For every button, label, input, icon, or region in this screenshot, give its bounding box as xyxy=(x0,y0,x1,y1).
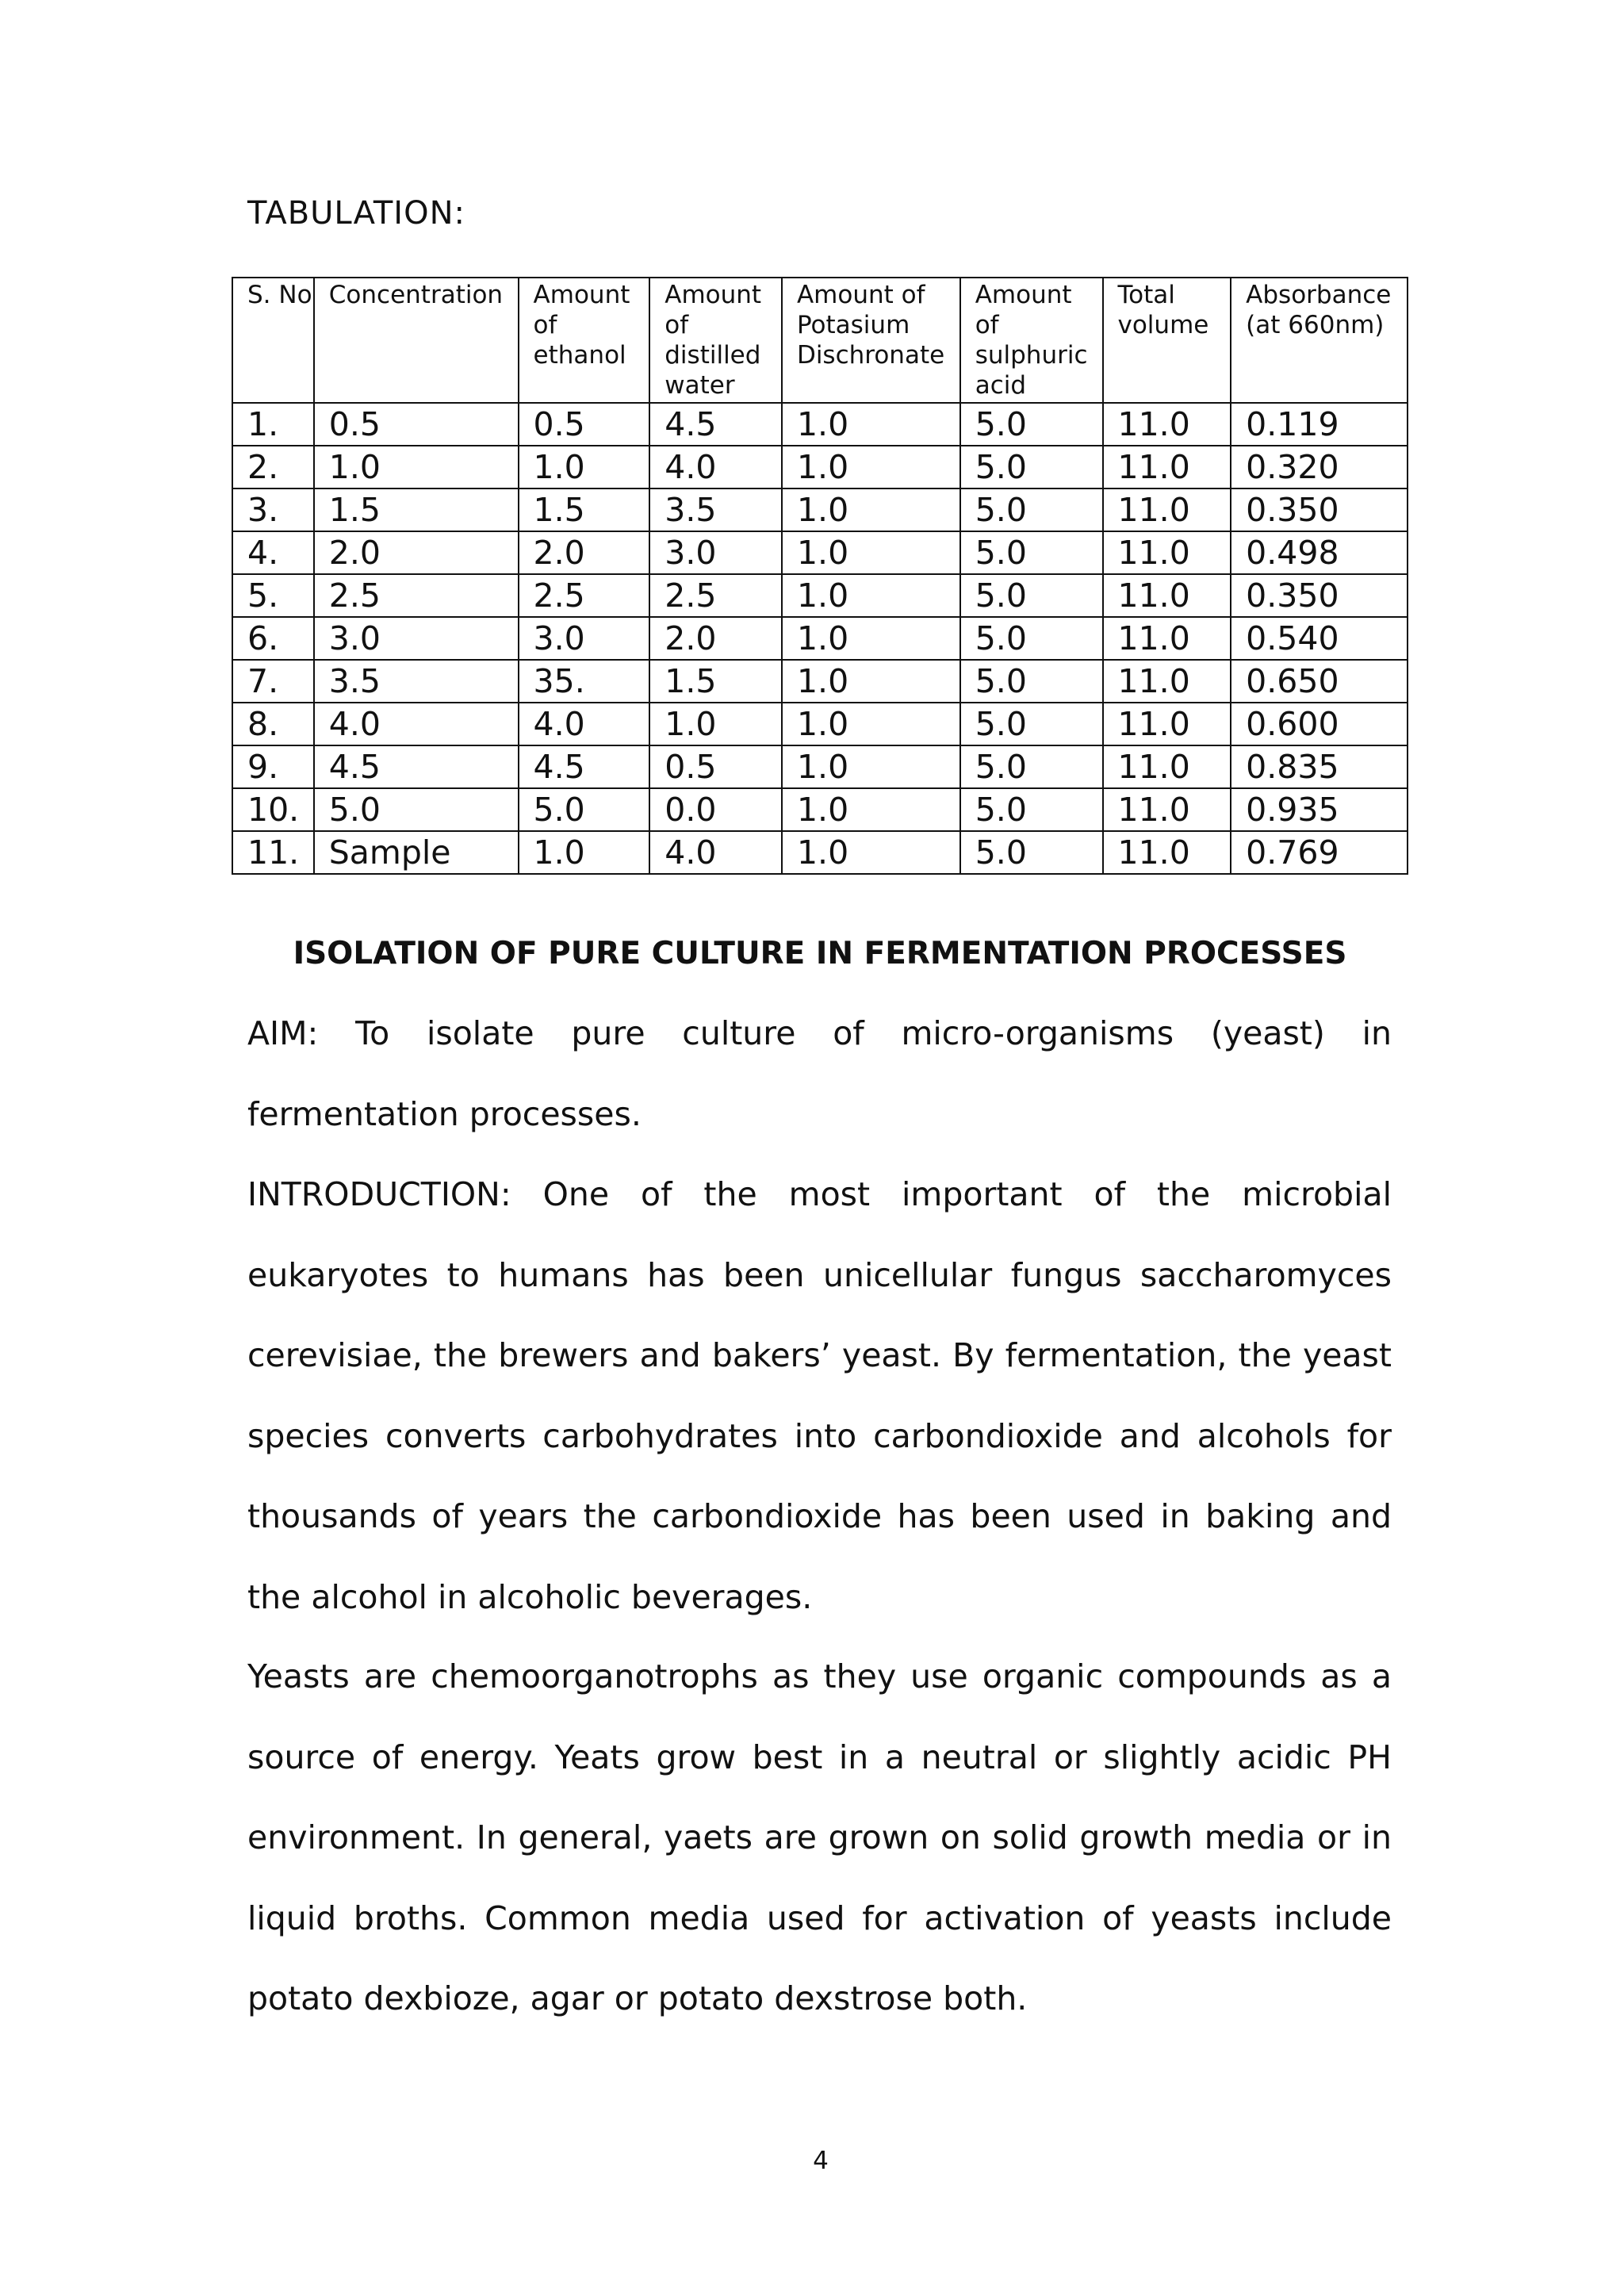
table-cell: 5.0 xyxy=(960,489,1103,531)
table-row xyxy=(232,489,1408,531)
header-potassium-dichromate: Amount of Potasium Dischronate xyxy=(782,278,960,403)
table-cell: 0.835 xyxy=(1231,745,1408,788)
table-cell: 5.0 xyxy=(314,788,519,831)
table-row xyxy=(232,446,1408,489)
table-cell: 2. xyxy=(232,446,314,489)
table-cell: 3.5 xyxy=(314,660,519,703)
table-cell: 0.5 xyxy=(519,403,650,446)
table-cell: 4.0 xyxy=(314,703,519,745)
table-cell: 0.498 xyxy=(1231,531,1408,574)
table-cell: 1.0 xyxy=(782,446,960,489)
table-cell: 1.0 xyxy=(782,574,960,617)
table-cell: 11.0 xyxy=(1103,489,1231,531)
table-cell: 7. xyxy=(232,660,314,703)
table-cell: 5.0 xyxy=(960,403,1103,446)
table-cell: 1.0 xyxy=(782,831,960,874)
table-cell: 4.5 xyxy=(314,745,519,788)
table-cell: 1.0 xyxy=(519,831,650,874)
header-absorbance: Absorbance (at 660nm) xyxy=(1231,278,1408,403)
table-cell: 0.650 xyxy=(1231,660,1408,703)
header-distilled-water: Amount of distilled water xyxy=(649,278,782,403)
table-cell: 9. xyxy=(232,745,314,788)
table-row xyxy=(232,831,1408,874)
table-cell: 11. xyxy=(232,831,314,874)
table-cell: 0.119 xyxy=(1231,403,1408,446)
table-cell: 0.320 xyxy=(1231,446,1408,489)
table-cell: 3.0 xyxy=(519,617,650,660)
table-cell: 0.935 xyxy=(1231,788,1408,831)
table-cell: 1.0 xyxy=(782,531,960,574)
table-cell: Sample xyxy=(314,831,519,874)
page-number: 4 xyxy=(813,2147,829,2175)
table-cell: 3.0 xyxy=(314,617,519,660)
table-row xyxy=(232,788,1408,831)
table-cell: 5. xyxy=(232,574,314,617)
table-row xyxy=(232,660,1408,703)
table-cell: 1. xyxy=(232,403,314,446)
table-cell: 8. xyxy=(232,703,314,745)
section-title: ISOLATION OF PURE CULTURE IN FERMENTATION PROCESSES xyxy=(293,936,1347,971)
table-row xyxy=(232,745,1408,788)
table-cell: 1.0 xyxy=(782,489,960,531)
table-cell: 10. xyxy=(232,788,314,831)
table-cell: 11.0 xyxy=(1103,703,1231,745)
header-total-volume: Total volume xyxy=(1103,278,1231,403)
table-cell: 35. xyxy=(519,660,650,703)
yeasts-paragraph: Yeasts are chemoorganotrophs as they use organic compounds as a source of energy. Yeats grow best in a neutral or slightly acidic PH environment. In general, yaets are grown on solid growth media or in liquid broths. Common media used for activation of yeasts include potato dexbioze, agar or potato dexstrose both. xyxy=(247,1657,1392,2017)
table-cell: 5.0 xyxy=(960,788,1103,831)
table-body xyxy=(232,403,1408,874)
table-cell: 0.769 xyxy=(1231,831,1408,874)
table-cell: 11.0 xyxy=(1103,403,1231,446)
table-cell: 4.0 xyxy=(519,703,650,745)
table-header-row xyxy=(232,278,1408,403)
table-cell: 2.0 xyxy=(519,531,650,574)
table-cell: 4.0 xyxy=(649,831,782,874)
table-cell: 2.0 xyxy=(649,617,782,660)
table-cell: 11.0 xyxy=(1103,446,1231,489)
table-cell: 1.5 xyxy=(649,660,782,703)
table-cell: 5.0 xyxy=(960,531,1103,574)
table-cell: 0.540 xyxy=(1231,617,1408,660)
table-cell: 5.0 xyxy=(960,831,1103,874)
table-cell: 11.0 xyxy=(1103,660,1231,703)
table-cell: 5.0 xyxy=(960,617,1103,660)
table-cell: 4.0 xyxy=(649,446,782,489)
table-cell: 1.0 xyxy=(782,703,960,745)
absorbance-table xyxy=(232,277,1408,875)
table-cell: 2.0 xyxy=(314,531,519,574)
table-cell: 5.0 xyxy=(519,788,650,831)
table-cell: 5.0 xyxy=(960,745,1103,788)
table-cell: 1.0 xyxy=(782,617,960,660)
table-cell: 1.0 xyxy=(782,745,960,788)
aim-paragraph: AIM: To isolate pure culture of micro-organisms (yeast) in fermentation processes. xyxy=(247,1014,1392,1133)
tabulation-heading: TABULATION: xyxy=(247,195,465,232)
table-cell: 11.0 xyxy=(1103,831,1231,874)
table-cell: 1.0 xyxy=(519,446,650,489)
table-cell: 11.0 xyxy=(1103,788,1231,831)
table-cell: 2.5 xyxy=(314,574,519,617)
table-cell: 11.0 xyxy=(1103,531,1231,574)
table-cell: 0.350 xyxy=(1231,574,1408,617)
table-row xyxy=(232,403,1408,446)
table-cell: 1.0 xyxy=(782,788,960,831)
table-cell: 6. xyxy=(232,617,314,660)
table-cell: 1.0 xyxy=(782,660,960,703)
table-cell: 0.5 xyxy=(649,745,782,788)
header-ethanol: Amount of ethanol xyxy=(519,278,650,403)
table-cell: 5.0 xyxy=(960,446,1103,489)
table-cell: 1.0 xyxy=(782,403,960,446)
table-row xyxy=(232,531,1408,574)
table-cell: 11.0 xyxy=(1103,617,1231,660)
table-cell: 1.0 xyxy=(314,446,519,489)
table-row xyxy=(232,574,1408,617)
table-cell: 4.5 xyxy=(519,745,650,788)
table-cell: 1.5 xyxy=(519,489,650,531)
table-cell: 0.600 xyxy=(1231,703,1408,745)
table-cell: 5.0 xyxy=(960,703,1103,745)
table-cell: 1.0 xyxy=(649,703,782,745)
table-cell: 3.5 xyxy=(649,489,782,531)
table-cell: 2.5 xyxy=(649,574,782,617)
header-concentration: Concentration xyxy=(314,278,519,403)
table-cell: 5.0 xyxy=(960,574,1103,617)
header-sulphuric-acid: Amount of sulphuric acid xyxy=(960,278,1103,403)
table-cell: 2.5 xyxy=(519,574,650,617)
table-cell: 4. xyxy=(232,531,314,574)
introduction-paragraph: INTRODUCTION: One of the most important of the microbial eukaryotes to humans has been unicellular fungus saccharomyces cerevisiae, the brewers and bakers’ yeast. By fermentation, the yeast species converts carbohydrates into carbondioxide and alcohols for thousands of years the carbondioxide has been used in baking and the alcohol in alcoholic beverages. xyxy=(247,1175,1392,1616)
table-cell: 0.5 xyxy=(314,403,519,446)
table-cell: 4.5 xyxy=(649,403,782,446)
table-cell: 0.0 xyxy=(649,788,782,831)
header-sno: S. No xyxy=(232,278,314,403)
table-cell: 3.0 xyxy=(649,531,782,574)
table-cell: 1.5 xyxy=(314,489,519,531)
table-cell: 11.0 xyxy=(1103,574,1231,617)
table-row xyxy=(232,617,1408,660)
table-row xyxy=(232,703,1408,745)
table-cell: 5.0 xyxy=(960,660,1103,703)
table-cell: 11.0 xyxy=(1103,745,1231,788)
table-cell: 0.350 xyxy=(1231,489,1408,531)
table-cell: 3. xyxy=(232,489,314,531)
